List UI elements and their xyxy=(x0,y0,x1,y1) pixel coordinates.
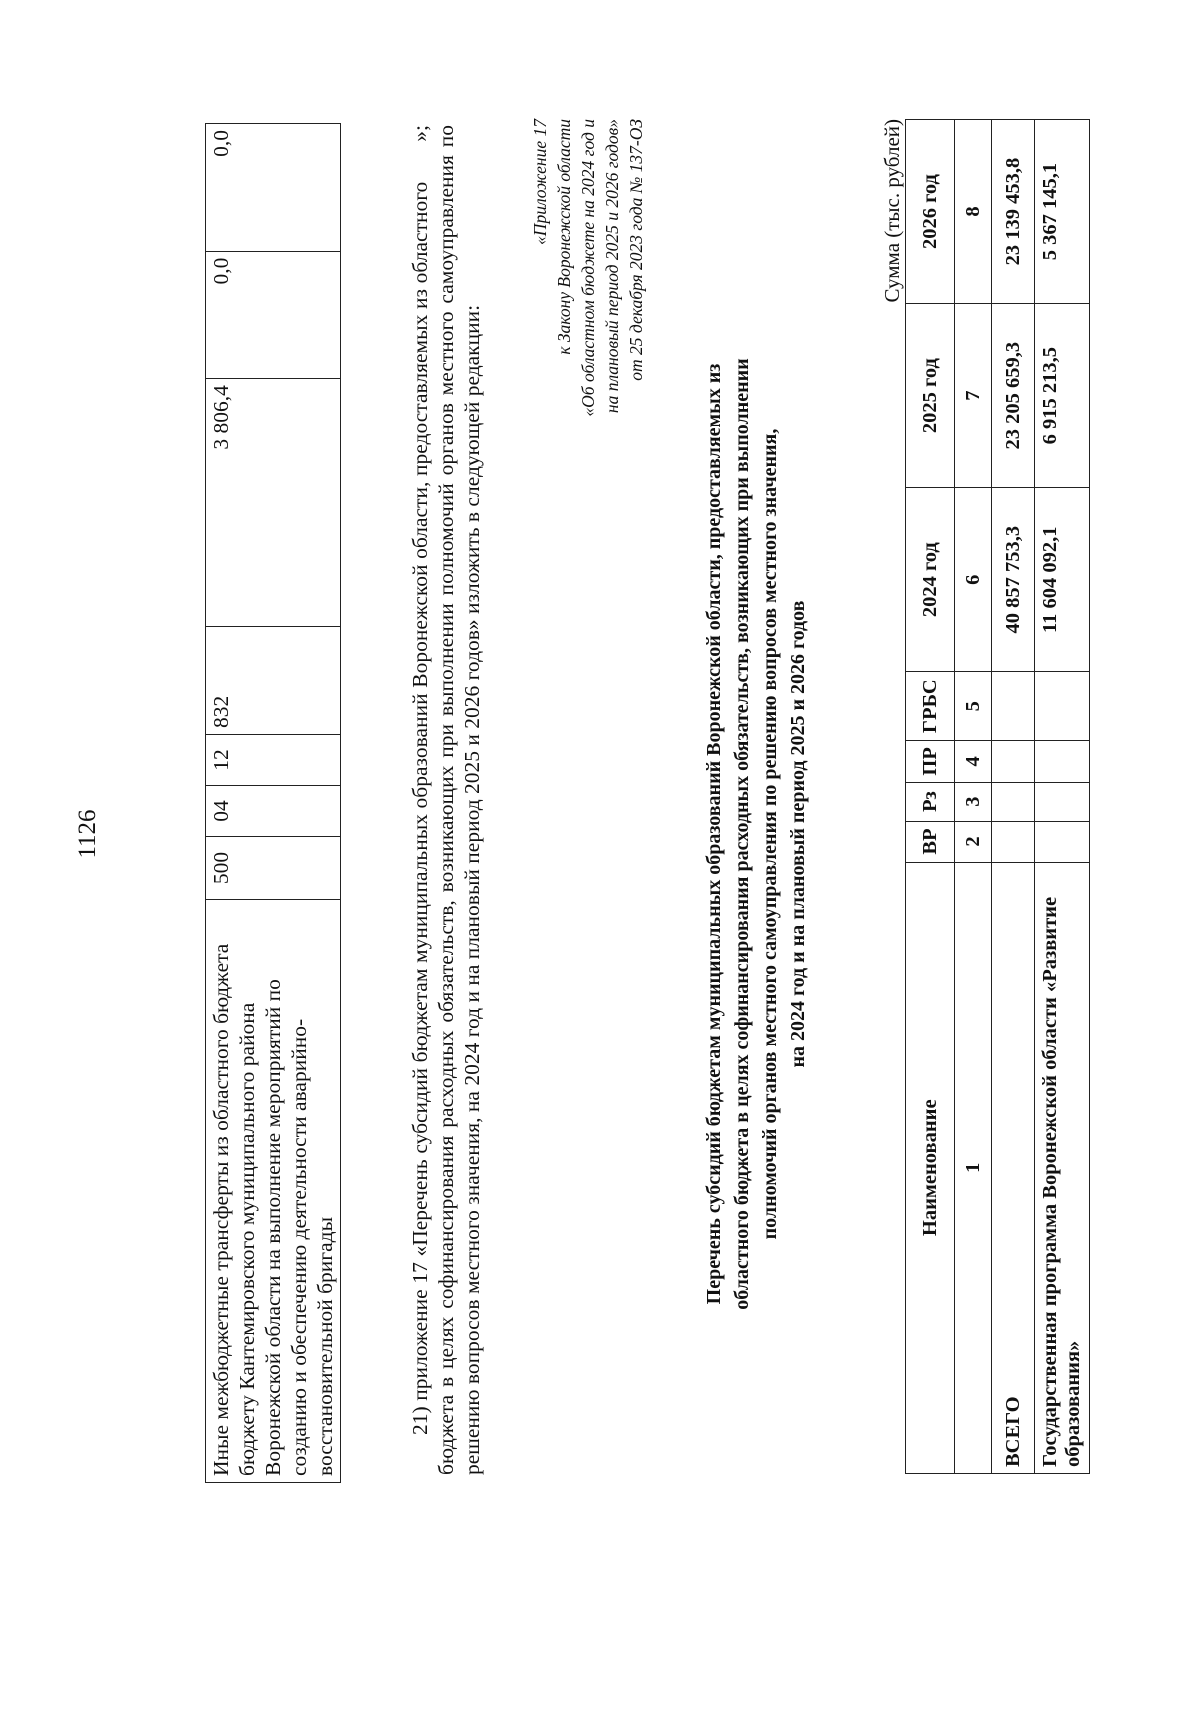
row-pr xyxy=(1035,741,1090,782)
appendix-line: на плановый период 2025 и 2026 годов» xyxy=(602,119,622,414)
document-title xyxy=(700,259,812,1409)
transfer-2025: 0,0 xyxy=(206,251,341,379)
index-cell: 3 xyxy=(955,782,992,821)
row-2024: 11 604 092,1 xyxy=(1035,488,1090,672)
page-number: 1126 xyxy=(74,809,101,859)
header-2025: 2025 год xyxy=(906,304,955,488)
table-row xyxy=(206,124,341,1483)
amendment-text: 21) приложение 17 «Перечень субсидий бюджетам муниципальных образований Воронежской области, предоставляемых из областного бюджета в целях софинансирования расходных обязательств, возникающих при выполнении полномочий органов местного самоуправления по решению вопросов местного значения, на 2024 год и на плановый период 2025 и 2026 годов» изложить в следующей редакции: xyxy=(408,125,484,1475)
index-cell: 5 xyxy=(955,672,992,741)
row-grbs xyxy=(1035,672,1090,741)
header-name: Наименование xyxy=(906,862,955,1473)
appendix-line: «Приложение 17 xyxy=(530,119,550,245)
table-row-program xyxy=(1035,120,1090,1474)
transfer-pr: 12 xyxy=(206,735,341,786)
header-vr: ВР xyxy=(906,821,955,862)
title-line: полномочий органов местного самоуправления по решению вопросов местного значения, xyxy=(759,428,781,1240)
index-cell: 7 xyxy=(955,304,992,488)
row-rz xyxy=(1035,782,1090,821)
row-2024: 40 857 753,3 xyxy=(992,488,1035,672)
appendix-line: «Об областном бюджете на 2024 год и xyxy=(578,119,598,417)
index-cell: 1 xyxy=(955,862,992,1473)
row-2026: 23 139 453,8 xyxy=(992,120,1035,304)
row-name: ВСЕГО xyxy=(992,862,1035,1473)
index-cell: 4 xyxy=(955,741,992,782)
index-cell: 8 xyxy=(955,120,992,304)
transfer-2024: 3 806,4 xyxy=(206,379,341,627)
table-index-row xyxy=(955,120,992,1474)
row-grbs xyxy=(992,672,1035,741)
header-grbs: ГРБС xyxy=(906,672,955,741)
header-2024: 2024 год xyxy=(906,488,955,672)
row-vr xyxy=(1035,821,1090,862)
row-2026: 5 367 145,1 xyxy=(1035,120,1090,304)
subsidies-table xyxy=(905,119,1090,1474)
row-2025: 23 205 659,3 xyxy=(992,304,1035,488)
header-rz: Рз xyxy=(906,782,955,821)
transfer-table xyxy=(205,123,341,1483)
unit-note: Сумма (тыс. рублей) xyxy=(880,119,904,303)
transfer-rz: 04 xyxy=(206,786,341,837)
row-2025: 6 915 213,5 xyxy=(1035,304,1090,488)
title-line: Перечень субсидий бюджетам муниципальных образований Воронежской области, предоставляемых из xyxy=(703,363,725,1305)
row-rz xyxy=(992,782,1035,821)
amendment-paragraph xyxy=(407,125,485,1475)
transfer-name: Иные межбюджетные трансферты из областного бюджета бюджету Кантемировского муниципального района Воронежской области на выполнение мероприятий по созданию и обеспечению деятельности аварийно-восстановительной бригады xyxy=(206,900,341,1483)
row-name: Государственная программа Воронежской области «Развитие образования» xyxy=(1035,862,1090,1473)
title-line: на 2024 год и на плановый период 2025 и 2026 годов xyxy=(787,600,809,1068)
header-pr: ПР xyxy=(906,741,955,782)
appendix-line: к Закону Воронежской области xyxy=(554,119,574,355)
table-header-row xyxy=(906,120,955,1474)
title-line: областного бюджета в целях софинансирования расходных обязательств, возникающих при выполнении xyxy=(731,358,753,1310)
index-cell: 2 xyxy=(955,821,992,862)
appendix-line: от 25 декабря 2023 года № 137-ОЗ xyxy=(626,119,646,381)
row-vr xyxy=(992,821,1035,862)
table-row-total xyxy=(992,120,1035,1474)
row-pr xyxy=(992,741,1035,782)
header-2026: 2026 год xyxy=(906,120,955,304)
index-cell: 6 xyxy=(955,488,992,672)
appendix-header xyxy=(528,119,648,709)
transfer-vr: 500 xyxy=(206,837,341,900)
transfer-2026: 0,0 xyxy=(206,124,341,252)
transfer-grbs: 832 xyxy=(206,627,341,735)
closing-quote: »; xyxy=(408,125,432,142)
